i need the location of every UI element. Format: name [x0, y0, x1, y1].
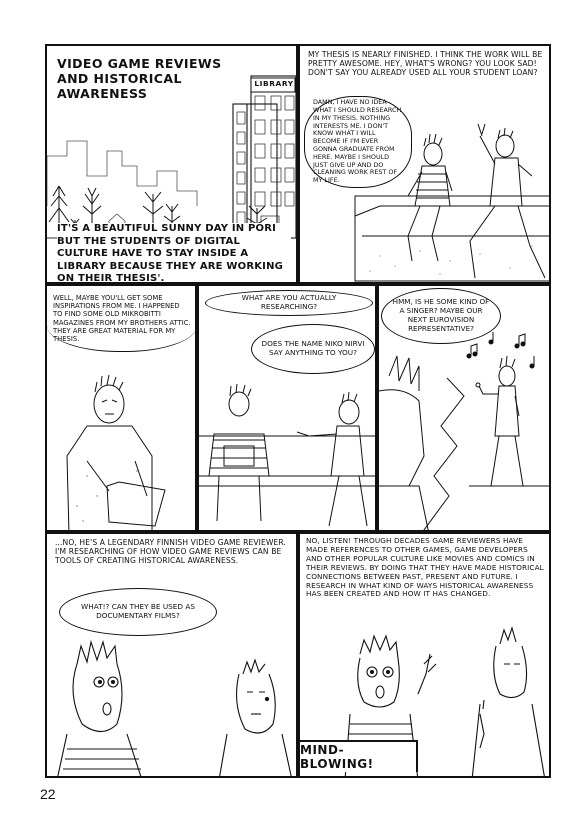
speech-bubble-worry	[304, 96, 412, 188]
speech-top: MY THESIS IS NEARLY FINISHED. I THINK THE WORK WILL BE PRETTY AWESOME. HEY, WHAT'S WRONG? YOU LOOK SAD! DON'T SAY YOU ALREADY USED ALL YOUR STUDENT LOAN?	[308, 50, 543, 78]
narration-caption: IT'S A BEAUTIFUL SUNNY DAY IN PORI BUT THE STUDENTS OF DIGITAL CULTURE HAVE TO STAY INSIDE A LIBRARY BECAUSE THEY ARE WORKING ON THEIR THESIS'.	[57, 223, 291, 284]
shocked-drawing	[47, 534, 298, 778]
speech-bubble-question-text: WHAT ARE YOU ACTUALLY RESEARCHING?	[241, 293, 337, 311]
panel-sofa-conversation	[298, 44, 551, 284]
speech-bubble-singer-text: HMM, IS HE SOME KIND OF A SINGER? MAYBE OUR NEXT EUROVISION REPRESENTATIVE?	[392, 297, 490, 333]
speech-bubble-documentary-text: WHAT!? CAN THEY BE USED AS DOCUMENTARY FILMS?	[81, 602, 195, 620]
mind-blowing-caption	[300, 740, 418, 772]
mind-blowing-caption-text: MIND-BLOWING!	[300, 743, 374, 771]
speech-bubble-worry-text: DAMN, I HAVE NO IDEA WHAT I SHOULD RESEARCH IN MY THESIS. NOTHING INTERESTS ME. I DON'T KNOW WHAT I WILL BECOME IF I'M EVER GONNA GRADUATE FROM HERE. MAYBE I SHOULD JUST GIVE UP AND DO CLEANING WORK REST OF MY LIFE.	[313, 98, 402, 185]
panel-research-question	[197, 284, 377, 532]
panel-singer	[377, 284, 551, 532]
speech-top: ...NO, HE'S A LEGENDARY FINNISH VIDEO GAME REVIEWER. I'M RESEARCHING OF HOW VIDEO GAME REVIEWS CAN BE TOOLS OF CREATING HISTORICAL AWARENESS.	[55, 538, 287, 566]
panel-mind-blowing	[298, 532, 551, 778]
bench-drawing	[199, 286, 377, 532]
panel-reviewer-reveal	[45, 532, 298, 778]
speech-bubble-niko	[251, 324, 375, 374]
speech-bubble-question	[205, 290, 373, 316]
page-title: VIDEO GAME REVIEWS AND HISTORICAL AWARENESS	[57, 56, 222, 101]
speech-bubble-inspiration-text: WELL, MAYBE YOU'LL GET SOME INSPIRATIONS FROM ME. I HAPPENED TO FIND SOME OLD MIKROBITTI MAGAZINES FROM MY BROTHERS ATTIC. THEY ARE GREAT MATERIAL FOR MY THESIS.	[53, 293, 191, 343]
page-number: 22	[40, 786, 56, 802]
panel-magazine	[45, 284, 197, 532]
speech-top: NO, LISTEN! THROUGH DECADES GAME REVIEWERS HAVE MADE REFERENCES TO OTHER GAMES, GAME DEVELOPERS AND OTHER POPULAR CULTURE LIKE MOVIES AND COMICS IN THEIR REVIEWS. BY DOING THAT THEY HAVE MADE HISTORICAL CONNECTIONS BETWEEN PAST, PRESENT AND FUTURE. I RESEARCH IN WHAT KIND OF WAYS HISTORICAL AWARENESS HAS BEEN CREATED AND HOW IT HAS CHANGED.	[306, 536, 544, 599]
speech-bubble-singer	[381, 288, 501, 344]
speech-bubble-inspiration	[47, 286, 197, 352]
library-sign: LIBRARY	[254, 79, 294, 88]
panel-library-exterior	[45, 44, 298, 284]
speech-bubble-niko-text: DOES THE NAME NIKO NIRVI SAY ANYTHING TO YOU?	[261, 339, 365, 357]
speech-bubble-documentary	[59, 588, 217, 636]
